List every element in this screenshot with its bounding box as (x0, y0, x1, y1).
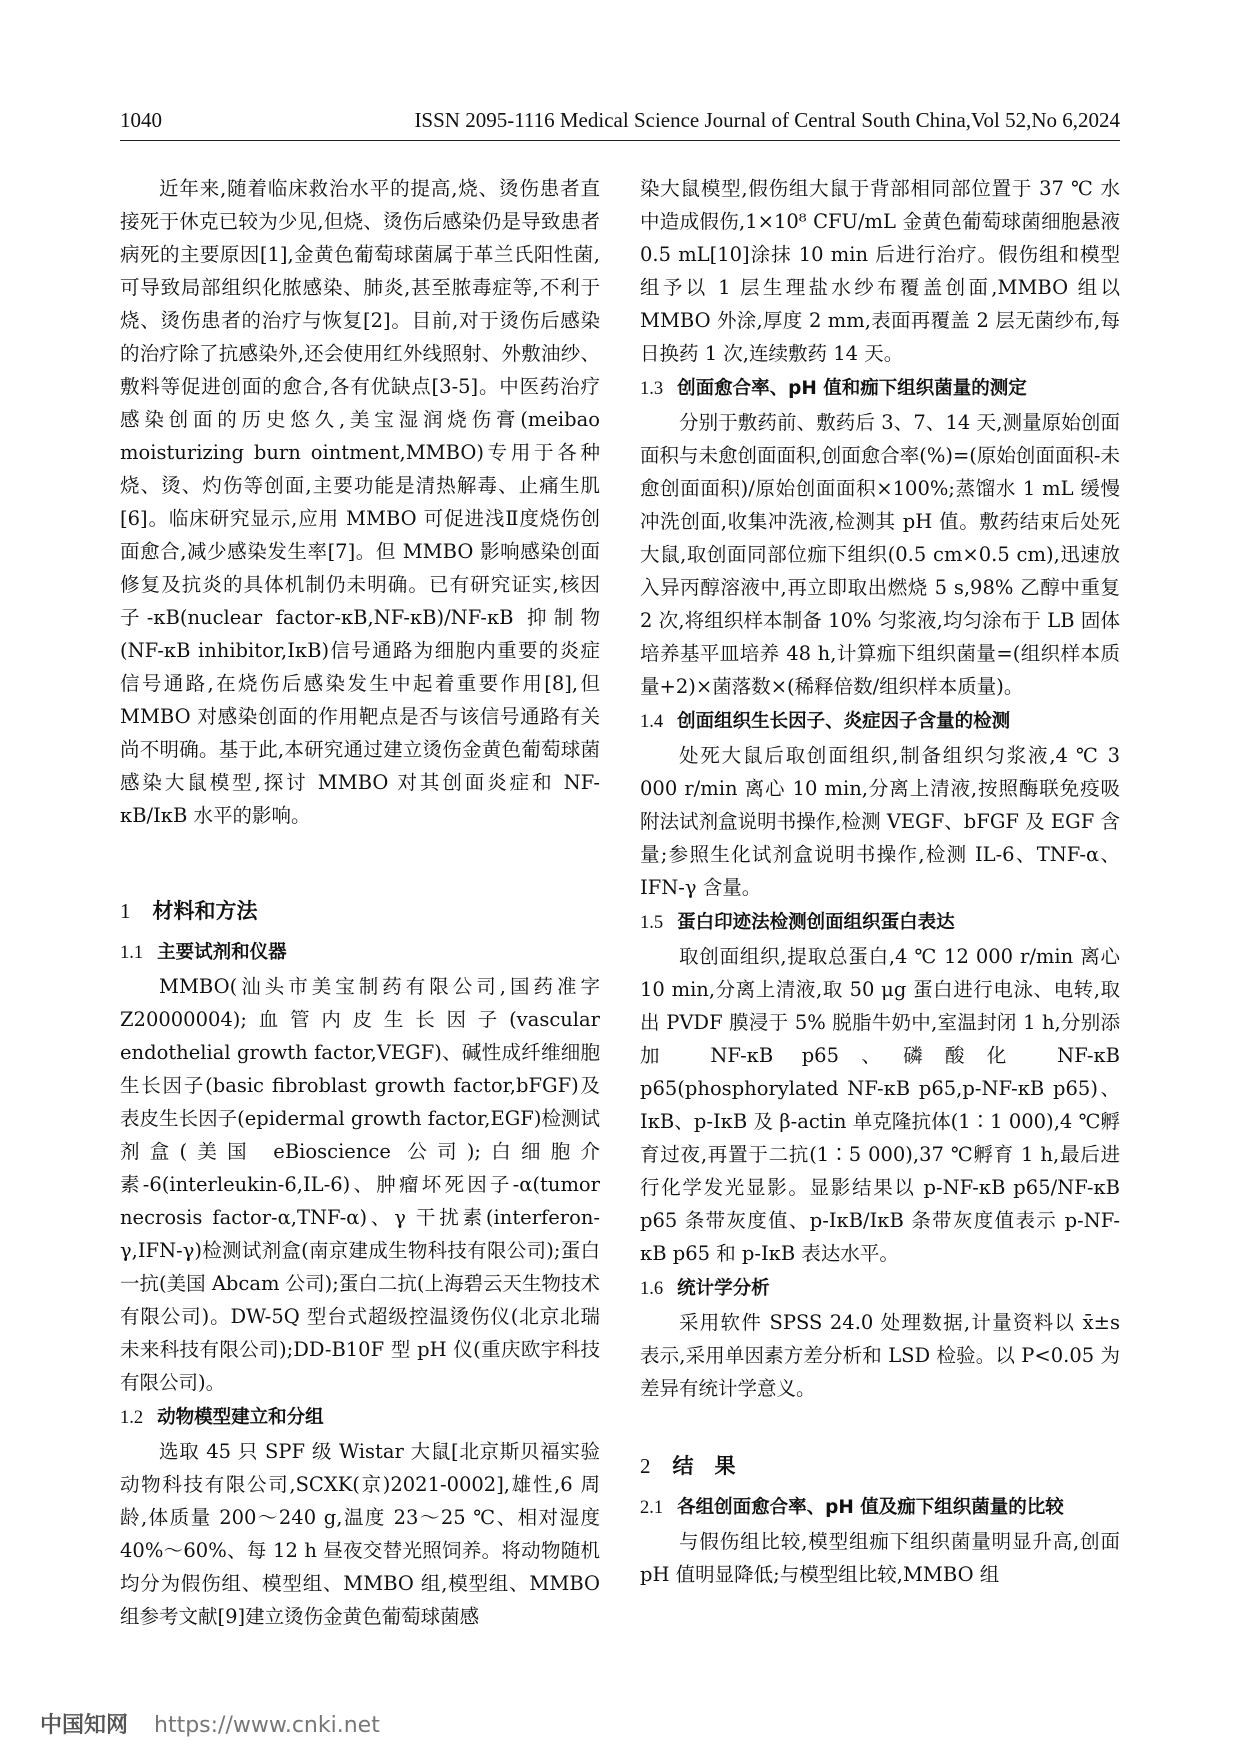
left-column (120, 172, 600, 1633)
section-title: 结 果 (672, 1454, 736, 1478)
section-number: 2 (640, 1454, 651, 1478)
reagents-paragraph: MMBO(汕头市美宝制药有限公司,国药准字 Z20000004);血管内皮生长因子(vascular endothelial growth factor,VEGF)、碱性成纤维细胞生长因子(basic fibroblast growth factor,bFGF)及表皮生长因子(epidermal growth factor,EGF)检测试剂盒(美国 eBioscience 公司);白细胞介素-6(interleukin-6,IL-6)、肿瘤坏死因子-α(tumor necrosis factor-α,TNF-α)、γ 干扰素(interferon-γ,IFN-γ)检测试剂盒(南京建成生物科技有限公司);蛋白一抗(美国 Abcam 公司);蛋白二抗(上海碧云天生物技术有限公司)。DW-5Q 型台式超级控温烫伤仪(北京北瑞未来科技有限公司);DD-B10F 型 pH 仪(重庆欧宇科技有限公司)。 (120, 975, 600, 1394)
watermark-footer (40, 1708, 380, 1739)
section-heading-methods (120, 894, 600, 928)
cnki-url[interactable]: https://www.cnki.net (154, 1713, 380, 1738)
cnki-logo-text: 中国知网 (40, 1713, 129, 1738)
subsection-number: 1.3 (640, 379, 664, 399)
subsection-title: 各组创面愈合率、pH 值及痂下组织菌量的比较 (677, 1497, 1064, 1518)
right-column (640, 172, 1120, 1591)
subsection-number: 1.1 (120, 943, 144, 963)
subsection-heading-reagents (120, 936, 600, 970)
journal-citation: ISSN 2095-1116 Medical Science Journal of Central South China,Vol 52,No 6,2024 (414, 108, 1120, 132)
subsection-number: 1.4 (640, 712, 664, 732)
subsection-heading-animal-model (120, 1401, 600, 1435)
subsection-heading-growth-factors (640, 705, 1120, 739)
subsection-heading-statistics (640, 1272, 1120, 1306)
statistics-paragraph: 采用软件 SPSS 24.0 处理数据,计量资料以 x̄±s 表示,采用单因素方差分析和 LSD 检验。以 P<0.05 为差异有统计学意义。 (640, 1311, 1120, 1400)
subsection-title: 创面愈合率、pH 值和痂下组织菌量的测定 (677, 378, 1027, 399)
subsection-number: 1.5 (640, 913, 664, 933)
section-number: 1 (120, 899, 131, 923)
subsection-title: 主要试剂和仪器 (157, 942, 287, 963)
growth-factors-paragraph: 处死大鼠后取创面组织,制备组织匀浆液,4 ℃ 3 000 r/min 离心 10 min,分离上清液,按照酶联免疫吸附法试剂盒说明书操作,检测 VEGF、bFGF 及 EGF 含量;参照生化试剂盒说明书操作,检测 IL-6、TNF-α、IFN-γ 含量。 (640, 744, 1120, 899)
section-heading-results (640, 1449, 1120, 1483)
subsection-title: 创面组织生长因子、炎症因子含量的检测 (677, 711, 1011, 732)
intro-paragraph: 近年来,随着临床救治水平的提高,烧、烫伤患者直接死于休克已较为少见,但烧、烫伤后感染仍是导致患者病死的主要原因[1],金黄色葡萄球菌属于革兰氏阳性菌,可导致局部组织化脓感染、肺炎,甚至脓毒症等,不利于烧、烫伤患者的治疗与恢复[2]。目前,对于烫伤后感染的治疗除了抗感染外,还会使用红外线照射、外敷油纱、敷料等促进创面的愈合,各有优缺点[3-5]。中医药治疗感染创面的历史悠久,美宝湿润烧伤膏(meibao moisturizing burn ointment,MMBO)专用于各种烧、烫、灼伤等创面,主要功能是清热解毒、止痛生肌[6]。临床研究显示,应用 MMBO 可促进浅Ⅱ度烧伤创面愈合,减少感染发生率[7]。但 MMBO 影响感染创面修复及抗炎的具体机制仍未明确。已有研究证实,核因子-κB(nuclear factor-κB,NF-κB)/NF-κB 抑制物(NF-κB inhibitor,IκB)信号通路为细胞内重要的炎症信号通路,在烧伤后感染发生中起着重要作用[8],但 MMBO 对感染创面的作用靶点是否与该信号通路有关尚不明确。基于此,本研究通过建立烫伤金黄色葡萄球菌感染大鼠模型,探讨 MMBO 对其创面炎症和 NF-κB/IκB 水平的影响。 (120, 177, 600, 827)
page-number: 1040 (120, 108, 162, 132)
subsection-number: 1.6 (640, 1279, 664, 1299)
section-title: 材料和方法 (152, 899, 258, 923)
western-blot-paragraph: 取创面组织,提取总蛋白,4 ℃ 12 000 r/min 离心 10 min,分离上清液,取 50 μg 蛋白进行电泳、电转,取出 PVDF 膜浸于 5% 脱脂牛奶中,室温封闭 1 h,分别添加 NF-κB p65、磷酸化 NF-κB p65(phosphorylated NF-κB p65,p-NF-κB p65)、IκB、p-IκB 及 β-actin 单克隆抗体(1∶1 000),4 ℃孵育过夜,再置于二抗(1∶5 000),37 ℃孵育 1 h,最后进行化学发光显影。显影结果以 p-NF-κB p65/NF-κB p65 条带灰度值、p-IκB/IκB 条带灰度值表示 p-NF-κB p65 和 p-IκB 表达水平。 (640, 945, 1120, 1265)
subsection-number: 1.2 (120, 1408, 144, 1428)
subsection-heading-comparison (640, 1491, 1120, 1525)
subsection-heading-healing-rate (640, 372, 1120, 406)
running-header (120, 104, 1120, 141)
healing-rate-paragraph: 分别于敷药前、敷药后 3、7、14 天,测量原始创面面积与未愈创面面积,创面愈合率(%)=(原始创面面积-未愈创面面积)/原始创面面积×100%;蒸馏水 1 mL 缓慢冲洗创面,收集冲洗液,检测其 pH 值。敷药结束后处死大鼠,取创面同部位痂下组织(0.5 cm×0.5 cm),迅速放入异丙醇溶液中,再立即取出燃烧 5 s,98% 乙醇中重复 2 次,将组织样本制备 10% 匀浆液,均匀涂布于 LB 固体培养基平皿培养 48 h,计算痂下组织菌量=(组织样本质量+2)×菌落数×(稀释倍数/组织样本质量)。 (640, 411, 1120, 698)
subsection-title: 统计学分析 (677, 1278, 770, 1299)
subsection-title: 蛋白印迹法检测创面组织蛋白表达 (677, 912, 955, 933)
animal-model-continued: 染大鼠模型,假伤组大鼠于背部相同部位置于 37 ℃ 水中造成假伤,1×10⁸ CFU/mL 金黄色葡萄球菌细胞悬液 0.5 mL[10]涂抹 10 min 后进行治疗。假伤组和模型组予以 1 层生理盐水纱布覆盖创面,MMBO 组以 MMBO 外涂,厚度 2 mm,表面再覆盖 2 层无菌纱布,每日换药 1 次,连续敷药 14 天。 (640, 177, 1120, 365)
subsection-title: 动物模型建立和分组 (157, 1407, 324, 1428)
subsection-number: 2.1 (640, 1498, 664, 1518)
comparison-paragraph: 与假伤组比较,模型组痂下组织菌量明显升高,创面 pH 值明显降低;与模型组比较,MMBO 组 (640, 1530, 1120, 1586)
subsection-heading-western-blot (640, 906, 1120, 940)
animal-model-paragraph: 选取 45 只 SPF 级 Wistar 大鼠[北京斯贝福实验动物科技有限公司,SCXK(京)2021-0002],雄性,6 周龄,体质量 200～240 g,温度 23～25 ℃、相对湿度 40%～60%、每 12 h 昼夜交替光照饲养。将动物随机均分为假伤组、模型组、MMBO 组,模型组、MMBO 组参考文献[9]建立烫伤金黄色葡萄球菌感 (120, 1440, 600, 1628)
